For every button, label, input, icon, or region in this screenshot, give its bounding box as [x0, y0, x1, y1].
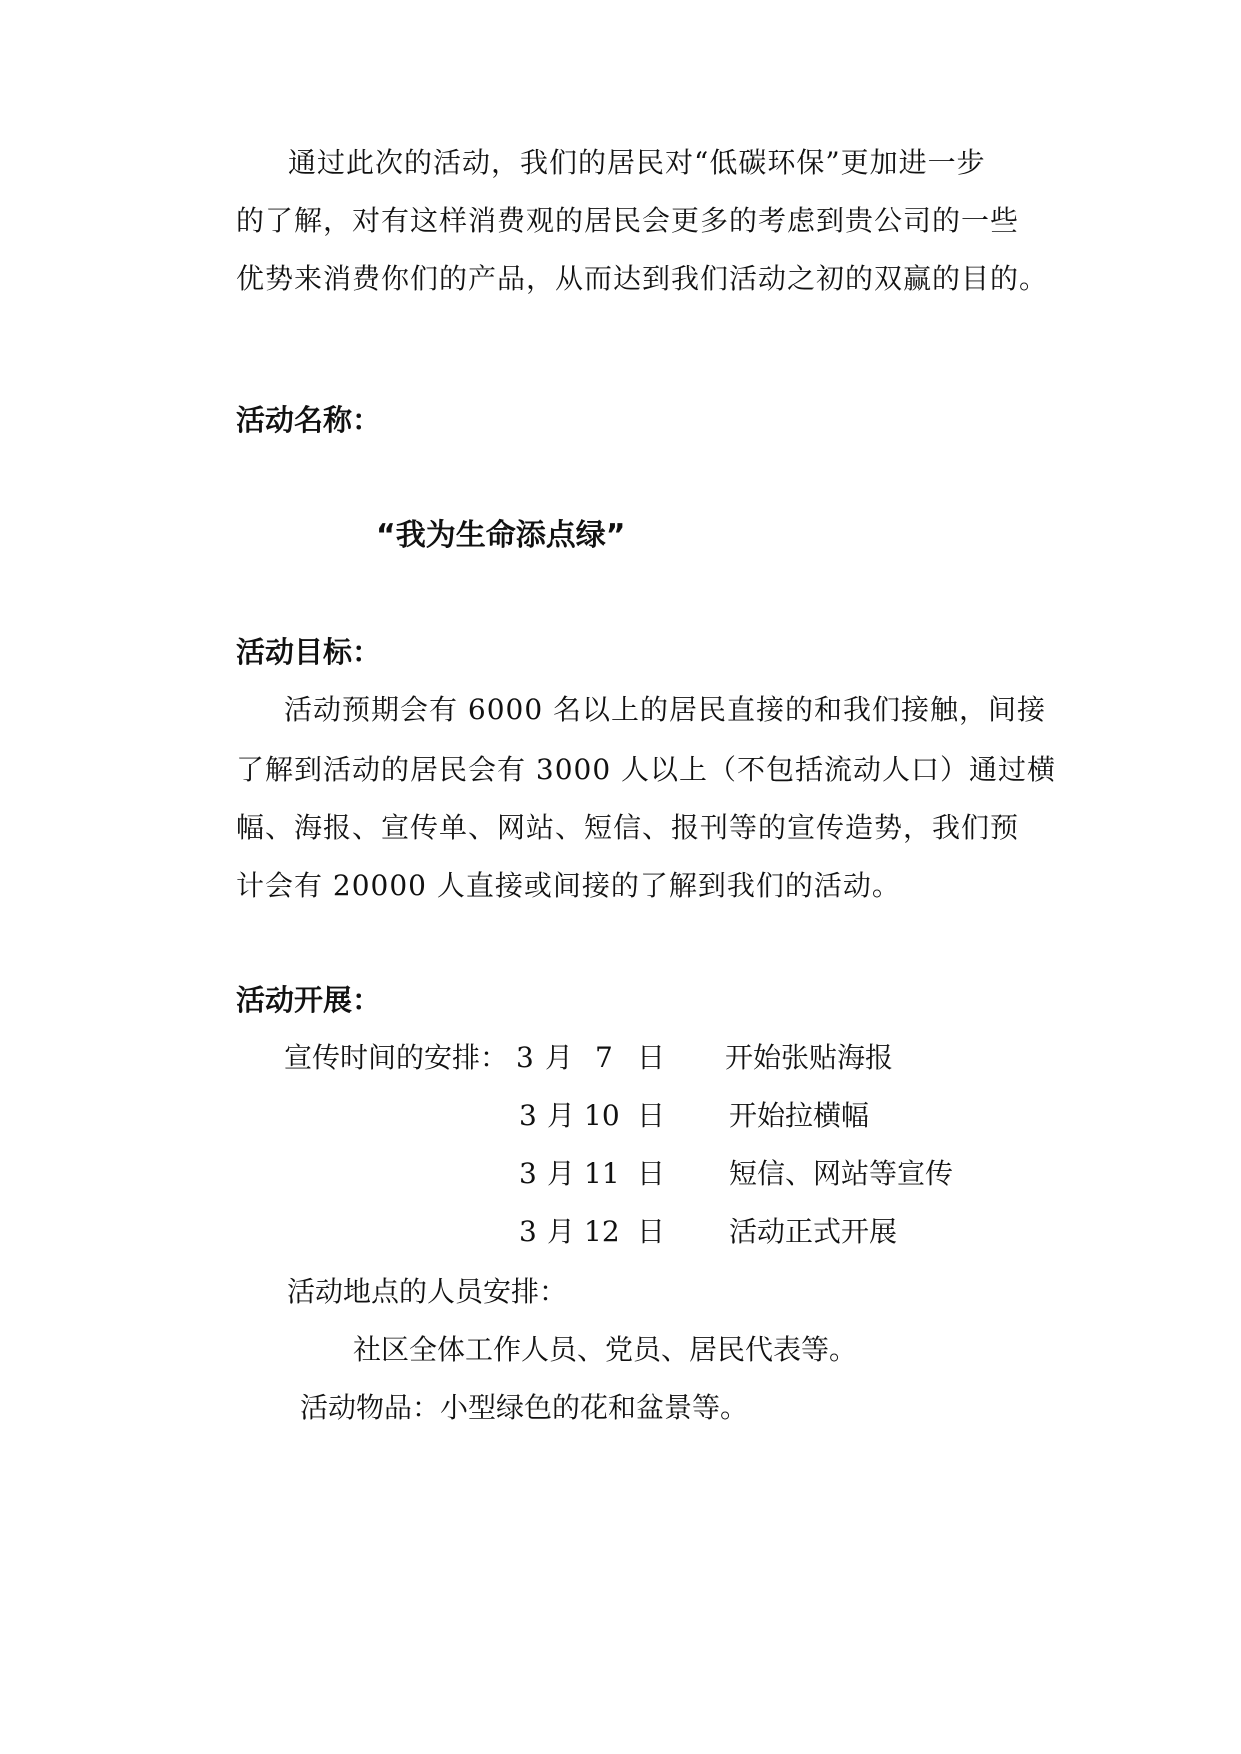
schedule-day: 12 [584, 1215, 620, 1248]
schedule-month: 3 [519, 1099, 537, 1132]
activity-title: “我为生命添点绿” [376, 518, 626, 553]
schedule-month: 3 [519, 1215, 537, 1248]
intro-line-2: 的了解，对有这样消费观的居民会更多的考虑到贵公司的一些 [236, 204, 1020, 237]
schedule-month-unit: 月 [547, 1215, 576, 1248]
schedule-label: 宣传时间的安排： [284, 1041, 509, 1074]
schedule-month: 3 [516, 1041, 534, 1074]
activity-name-heading: 活动名称： [236, 403, 382, 437]
schedule-day-unit: 日 [637, 1041, 666, 1074]
schedule-day-unit: 日 [637, 1099, 666, 1132]
schedule-event: 开始拉横幅 [729, 1099, 870, 1132]
schedule-event: 短信、网站等宣传 [729, 1157, 954, 1190]
schedule-month: 3 [519, 1157, 537, 1190]
goal-line-1: 活动预期会有 6000 名以上的居民直接的和我们接触，间接 [284, 693, 1047, 726]
activity-develop-heading: 活动开展： [236, 983, 382, 1017]
schedule-day: 10 [584, 1099, 620, 1132]
goal-line-4: 计会有 20000 人直接或间接的了解到我们的活动。 [236, 869, 901, 902]
schedule-day: 7 [595, 1041, 613, 1074]
intro-line-3: 优势来消费你们的产品，从而达到我们活动之初的双赢的目的。 [236, 262, 1049, 295]
goal-line-2: 了解到活动的居民会有 3000 人以上（不包括流动人口）通过横 [236, 753, 1057, 786]
schedule-month-unit: 月 [545, 1041, 574, 1074]
schedule-day-unit: 日 [637, 1157, 666, 1190]
schedule-day-unit: 日 [637, 1215, 666, 1248]
goal-line-3: 幅、海报、宣传单、网站、短信、报刊等的宣传造势，我们预 [236, 811, 1020, 844]
intro-line-1: 通过此次的活动，我们的居民对“低碳环保”更加进一步 [288, 146, 986, 179]
activity-goal-heading: 活动目标： [236, 635, 382, 669]
schedule-month-unit: 月 [547, 1099, 576, 1132]
schedule-event: 活动正式开展 [729, 1215, 898, 1248]
items-text: 活动物品：小型绿色的花和盆景等。 [300, 1391, 749, 1424]
schedule-day: 11 [584, 1157, 620, 1190]
staff-text: 社区全体工作人员、党员、居民代表等。 [353, 1333, 858, 1366]
schedule-month-unit: 月 [547, 1157, 576, 1190]
schedule-event: 开始张贴海报 [725, 1041, 894, 1074]
staff-label: 活动地点的人员安排： [287, 1275, 568, 1308]
